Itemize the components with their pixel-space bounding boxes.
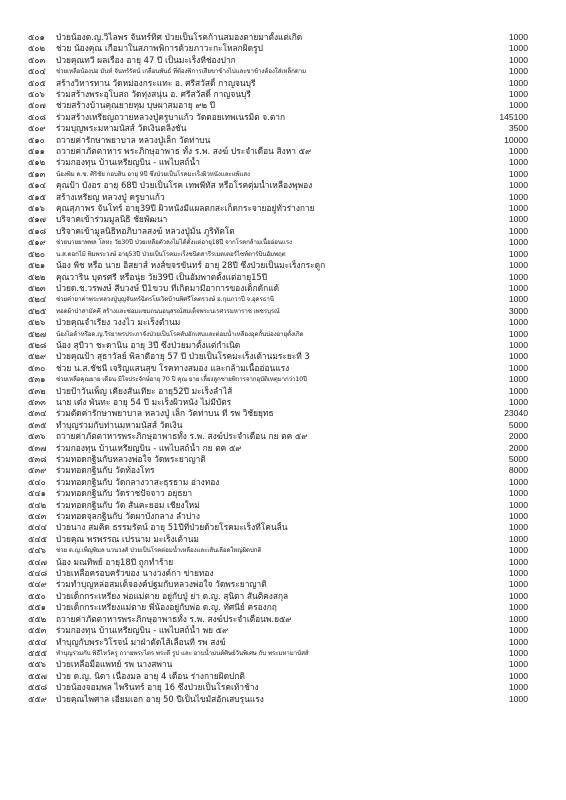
list-item <box>28 260 536 271</box>
item-description: ป่วยเด็กกระเหรี่ยงแม่ตาย พี่น้องอยู่กับพ่อ ด.ญ. ทัศนีย์ ครองกฤ <box>56 602 277 613</box>
item-number: ๕๕๙ <box>28 693 47 704</box>
item-amount: 1000 <box>508 659 528 670</box>
item-amount: 1000 <box>508 157 528 168</box>
item-description: ป่วย ด.ญ. นิดา เนื่องมล อายุ 4 เดือน ร่างกายผิดปกติ <box>56 670 245 681</box>
item-amount: 1000 <box>508 488 528 499</box>
item-description: ช่วยนายยาพพล โลหะ วัย30ปี ป่วยเหลือตัวลงไม่ได้ตั้งแต่อายุ18ปี จากโรคกล้ามเนื้ออ่อนแรง <box>56 239 292 247</box>
item-number: ๕๓๒ <box>28 385 46 396</box>
item-amount: 1000 <box>508 533 528 544</box>
item-number: ๕๔๔ <box>28 522 48 533</box>
item-description: ป่วยคุณ พรพรรณ เปรนาม มะเร็งเต้านม <box>56 533 199 544</box>
list-item <box>28 488 536 499</box>
item-number: ๕๐๓ <box>28 54 46 65</box>
item-amount: 1000 <box>508 203 528 214</box>
item-number: ๕๒๒ <box>28 271 46 282</box>
list-item <box>28 340 536 351</box>
item-description: ถวายค่าภัตตาหาร พระภิกษุอาพาธ ทั้ง ร.พ. สงฆ์ ประจำเดือน สิงหา ๕๙ <box>56 146 312 157</box>
item-description: ร่วมทำบุญหล่อสมเด็จองค์ปฐมกับหลวงพ่อใจ วัดพระยาญาติ <box>56 579 267 590</box>
item-description: ป่วยคุณไพศาล เอี่ยมเอก อายุ 50 ปีเป็นไขมัสอักเสบรุนแรง <box>56 693 264 704</box>
item-amount: 1000 <box>508 590 528 601</box>
list-item <box>28 249 536 260</box>
item-amount: 1000 <box>508 374 528 385</box>
item-description: ช่วย น้องคุณ เกือมาในสภาพพิการด้วยภาวะกะโหลกผิดรูป <box>56 43 263 54</box>
item-description: ร่วมทอดกฐินกับ วัด สันคะยอม เชียงใหม่ <box>56 499 200 510</box>
list-item <box>28 477 536 488</box>
item-number: ๕๕๒ <box>28 613 47 624</box>
list-item <box>28 351 536 362</box>
item-amount: 1000 <box>508 317 528 328</box>
list-item <box>28 694 536 705</box>
item-amount: 1000 <box>508 339 528 350</box>
item-number: ๕๓๑ <box>28 374 46 385</box>
item-amount: 8000 <box>508 465 528 476</box>
item-amount: 1000 <box>508 282 528 293</box>
item-amount: 2000 <box>508 431 528 442</box>
item-amount: 1000 <box>508 499 528 510</box>
list-item <box>28 682 536 693</box>
item-amount: 1000 <box>508 43 528 54</box>
item-amount: 1000 <box>508 351 528 362</box>
list-item <box>28 169 536 180</box>
item-description: ร่วมทอดกฐินกับหลวงพ่อใจ วัดพระยาญาติ <box>56 454 206 465</box>
list-item <box>28 557 536 568</box>
item-number: ๕๐๖ <box>28 89 45 100</box>
item-description: ร่วมกองทุน บ้านเหรียญบิน - แพไบสถ์น้ำ พย ๕๙ <box>56 625 229 636</box>
item-amount: 10000 <box>504 134 528 145</box>
item-description: ทำบุญร่วมกับ พิธีไหว้ครู ถวายพระไตร พระดี รูป และ อาบน้ำมนต์ศิษย์วันพิเศษ กับ พระมหามานัสส์ <box>56 649 309 657</box>
item-amount: 3000 <box>508 305 528 316</box>
item-number: ๕๒๙ <box>28 351 46 362</box>
list-item <box>28 192 536 203</box>
item-number: ๕๕๐ <box>28 590 46 601</box>
item-amount: 1000 <box>508 31 528 42</box>
item-amount: 1000 <box>508 146 528 157</box>
item-description: ร่วมกองทุน บ้านเหรียญบิน - แพไบสถ์น้ำ กย ตค ๕๙ <box>56 442 242 453</box>
item-amount: 1000 <box>508 556 528 567</box>
item-number: ๕๒๕ <box>28 305 47 316</box>
item-amount: 1000 <box>508 214 528 225</box>
item-description: ถวายค่ารักษาพยาบาล หลวงปู่เล็ก วัดท่าบน <box>56 134 211 145</box>
item-description: ช่วยเหลือน้องปอ มันท์ จันทร์รัตน์ เกลื่อนพันธ์ ที่ต้องพิการเสียขาข้างไปและขาข้างต้องใส่เหล็กดาม <box>56 68 307 76</box>
list-item <box>28 363 536 374</box>
item-amount: 1000 <box>508 260 528 271</box>
item-number: ๕๑๑ <box>28 146 45 157</box>
item-description: ร่วมตัดค่ารักษาพยาบาล หลวงปู่ เล็ก วัดท่าบน ที่ รพ วิชัยยุทธ <box>56 408 274 419</box>
item-number: ๕๒๓ <box>28 282 46 293</box>
list-item <box>28 78 536 89</box>
item-description: ทำบุญร่วมกับท่านมหามนัสส์ วัดเงิน <box>56 419 183 430</box>
item-number: ๕๔๒ <box>28 499 47 510</box>
item-description: น้อง สุบีวา ชะดานิน อายุ 3ปี ซึ่งป่วยมาตั้งแต่กำเนิด <box>56 339 241 350</box>
list-item <box>28 420 536 431</box>
item-amount: 1000 <box>508 77 528 88</box>
list-item <box>28 580 536 591</box>
item-description: ถวายค่าภัตตาหารพระภิกษุอาพาธทั้ง ร.พ. สงฆ์ประจำเดือน กย ตค ๕๙ <box>56 431 308 442</box>
item-number: ๕๕๑ <box>28 602 46 613</box>
item-amount: 1000 <box>508 522 528 533</box>
item-number: ๕๒๔ <box>28 294 47 305</box>
item-description: ร่วมทอดกฐินกับ วัดราชปัจจาว อยุธยา <box>56 488 193 499</box>
item-amount: 1000 <box>508 328 528 339</box>
list-item <box>28 374 536 385</box>
list-item <box>28 431 536 442</box>
item-number: ๕๐๒ <box>28 43 45 54</box>
list-item <box>28 203 536 214</box>
list-item <box>28 294 536 305</box>
item-amount: 1000 <box>508 545 528 556</box>
list-item <box>28 671 536 682</box>
item-amount: 1000 <box>508 625 528 636</box>
item-number: ๕๔๑ <box>28 488 46 499</box>
list-item <box>28 637 536 648</box>
list-item <box>28 454 536 465</box>
list-item <box>28 545 536 556</box>
list-item <box>28 500 536 511</box>
item-amount: 1000 <box>508 385 528 396</box>
list-item <box>28 135 536 146</box>
item-description: ช่วยสร้างบ้านคุณยายทุม บุษผาสมอายุ ๙๒ ปี <box>56 100 216 111</box>
list-item <box>28 443 536 454</box>
list-item <box>28 237 536 248</box>
item-number: ๕๑๘ <box>28 225 47 236</box>
item-description: คุณสุภาพร จันโทร์ อายุ39ปี ผิวหนังมีแผลตกสะเก็ดกระจายอยู่ทั่วร่างกาย <box>56 203 315 214</box>
item-description: ป่วยด.ช.วรพงษ์ สีบวงษ์ ปี1ขวบ ที่เกิดมามีอาการของเด็กดักแด้ <box>56 282 280 293</box>
list-item <box>28 123 536 134</box>
item-description: ร่วมทอดกฐินกับ วัดกลางวาสะธุรธาม อ่างทอง <box>56 476 220 487</box>
list-item <box>28 386 536 397</box>
item-description: ร่วมบุญพระมหามนัสส์ วัดเงินตลิ่งชัน <box>56 123 187 134</box>
item-description: ป่วยน้องด.ญ.วิไลพร จันทร์ทิศ ป่วยเป็นโรคก้านสมองตายมาตั้งแต่เกิด <box>56 31 303 42</box>
item-description: สร้างวิหารทาน วัดหม่องกระแทะ อ. ศรีสวัสดิ์ กาญจนบุรี <box>56 77 256 88</box>
item-amount: 1000 <box>508 636 528 647</box>
item-number: ๕๑๒ <box>28 157 46 168</box>
item-description: ถวายค่าภัตตาหารพระภิกษุอาพาธทั้ง ร.พ. สงฆ์ประจำเดือนพ.ย๕๙ <box>56 613 292 624</box>
item-amount: 5000 <box>508 454 528 465</box>
item-description: น้อง มณทิพย์ อายุ18ปี ถูกทำร้าย <box>56 556 174 567</box>
item-number: ๕๓๓ <box>28 396 46 407</box>
list-item <box>28 614 536 625</box>
item-description: ร่วมสร้างเหรียญถวายหลวงปู่ครูบาแก้ว วัดดอยเทพเนรมิต จ.ตาก <box>56 111 286 122</box>
item-amount: 1000 <box>508 362 528 373</box>
list-item <box>28 66 536 77</box>
item-description: น้องไอต้าหรือด.ญ.วีรยาพรประภาจังป่วยเป็นโรคตับอักเสบและต่อมน้ำเหลืองอุดกั้นบ่องอายุตั้งเกิด <box>56 330 304 338</box>
item-number: ๕๐๑ <box>28 31 45 42</box>
item-amount: 1000 <box>508 248 528 259</box>
item-number: ๕๐๘ <box>28 111 46 122</box>
list-item <box>28 625 536 636</box>
item-number: ๕๔๗ <box>28 556 47 567</box>
item-description: ป่วยคุณจำเรียง วงงไว มะเร็งตำนม <box>56 317 181 328</box>
list-item <box>28 329 536 340</box>
item-amount: 1000 <box>508 294 528 305</box>
item-description: ช่วยค่ายาค่าพระหลวงปู่บุญจันทร์ฉิตรโยเวิดบ้านพิศรีโคตรวงษ์ อ.กุมภวาปี จ.อุดรธานี <box>56 296 274 304</box>
item-number: ๕๐๔ <box>28 66 46 77</box>
item-number: ๕๑๗ <box>28 214 46 225</box>
item-description: ทอดผ้าป่าสามัคคี สร้างและซ่อมแซมถนนอนุสรณ์สมเด็จพระนเรศวรมหาราช เพชรบุรณ์ <box>56 307 280 315</box>
item-amount: 1000 <box>508 100 528 111</box>
item-number: ๕๒๑ <box>28 260 46 271</box>
item-description: ช่วย น.ส.ชัชนี เจริญแสนสุข โรคทางสมอง และกล้ามเนื้ออ่อนแรง <box>56 362 290 373</box>
item-description: บริจาคเข้าร่วมมูลนิธิ ชัยพัฒนา <box>56 214 168 225</box>
item-number: ๕๐๗ <box>28 100 46 111</box>
item-description: ป่วยเหลือครอบครัวของ นางวงค์กา ข่ายทอง <box>56 568 214 579</box>
item-number: ๕๓๕ <box>28 419 47 430</box>
list-item <box>28 112 536 123</box>
item-description: ช่วย ด.ญ.เพ็ญพิมล นวนวงศ์ ป่วยเป็นโรคต่อมน้ำเหลืองและเส้นเลือดใหญ่ผิดปกติ <box>56 547 262 555</box>
item-number: ๕๑๔ <box>28 180 46 191</box>
item-number: ๕๓๘ <box>28 454 47 465</box>
list-item <box>28 465 536 476</box>
item-description: น้องพิม ด.ช. ศิริชัย กอบสิน อายุ 9ปี ซึ่งป่วยเป็นโรคมะเร็งผิวหนังและแพ้แสง <box>56 170 250 178</box>
item-amount: 1000 <box>508 66 528 77</box>
item-amount: 145100 <box>499 111 528 122</box>
item-number: ๕๓๐ <box>28 362 46 373</box>
item-number: ๕๔๓ <box>28 511 47 522</box>
item-description: ป่วยเหลือมือแพทย์ รพ นางสพาน <box>56 659 173 670</box>
item-number: ๕๓๙ <box>28 465 47 476</box>
donation-list <box>28 32 536 705</box>
item-number: ๕๔๘ <box>28 568 48 579</box>
list-item <box>28 659 536 670</box>
item-number: ๕๕๗ <box>28 670 47 681</box>
item-amount: 1000 <box>508 225 528 236</box>
list-item <box>28 306 536 317</box>
list-item <box>28 89 536 100</box>
item-number: ๕๒๘ <box>28 339 47 350</box>
list-item <box>28 648 536 659</box>
item-amount: 1000 <box>508 579 528 590</box>
item-amount: 1000 <box>508 647 528 658</box>
item-description: ร่วมสร้างพระอุโบสถ วัดทุ่งสนุ่น อ. ศรีสวัสดิ์ กาญจนบุรี <box>56 89 251 100</box>
item-amount: 2000 <box>508 442 528 453</box>
item-amount: 1000 <box>508 180 528 191</box>
item-amount: 5000 <box>508 419 528 430</box>
item-amount: 1000 <box>508 54 528 65</box>
item-amount: 3500 <box>508 123 528 134</box>
list-item <box>28 32 536 43</box>
item-number: ๕๔๙ <box>28 579 47 590</box>
item-description: ช่วยเหลือคุณยาย เดือน มีใจประจักษ์อายุ 70 ปี คุณ ยาย เลี้ยงลูกชายพิการจากอุบัติเหตุมากว่า10ปี <box>56 376 307 384</box>
item-description: ร่วมทอดกฐินกับ วัดท้องโทร <box>56 465 155 476</box>
item-amount: 1000 <box>508 693 528 704</box>
item-description: บริจาคเข้ามูลนิธิหอภิบาลสงฆ์ หลวงปู่มั่น ภูริทัตโต <box>56 225 235 236</box>
item-number: ๕๔๕ <box>28 533 48 544</box>
list-item <box>28 534 536 545</box>
item-number: ๕๑๙ <box>28 237 46 248</box>
list-item <box>28 568 536 579</box>
item-number: ๕๐๙ <box>28 123 46 134</box>
item-amount: 1000 <box>508 476 528 487</box>
item-number: ๕๑๐ <box>28 134 45 145</box>
item-amount: 1000 <box>508 168 528 179</box>
list-item <box>28 408 536 419</box>
item-number: ๕๕๕ <box>28 647 48 658</box>
item-number: ๕๑๓ <box>28 168 46 179</box>
item-amount: 1000 <box>508 237 528 248</box>
item-number: ๕๔๖ <box>28 545 46 556</box>
list-item <box>28 180 536 191</box>
item-number: ๕๕๔ <box>28 636 48 647</box>
list-item <box>28 215 536 226</box>
item-number: ๕๓๗ <box>28 442 47 453</box>
item-amount: 1000 <box>508 670 528 681</box>
list-item <box>28 522 536 533</box>
item-description: คุณป้า บังอร อายุ 68ปี ป่วยเป็นโรค เทพพีทัส หรือโรคตุ่มน้ำเหลืองพุพอง <box>56 180 313 191</box>
item-number: ๕๒๐ <box>28 248 45 259</box>
item-number: ๕๓๖ <box>28 431 46 442</box>
item-amount: 1000 <box>508 89 528 100</box>
item-amount: 1000 <box>508 568 528 579</box>
list-item <box>28 157 536 168</box>
item-amount: 1000 <box>508 511 528 522</box>
item-number: ๕๒๖ <box>28 317 46 328</box>
list-item <box>28 226 536 237</box>
item-number: ๕๐๕ <box>28 77 46 88</box>
list-item <box>28 591 536 602</box>
item-description: ป่วยป้าวันเพ็ญ เคียงสันเทียะ อายุ52ปี มะเร็งลำไส้ <box>56 385 233 396</box>
list-item <box>28 55 536 66</box>
item-number: ๕๕๓ <box>28 625 47 636</box>
item-description: ป่วยคุณป้า สุธาวัลย์ พิลาดีอายุ 57 ปี ป่วยเป็นโรคมะเร็งเต้านมระยะที่ 3 <box>56 351 310 362</box>
item-amount: 1000 <box>508 682 528 693</box>
item-amount: 1000 <box>508 613 528 624</box>
list-item <box>28 397 536 408</box>
item-number: ๕๓๔ <box>28 408 47 419</box>
item-amount: 1000 <box>508 396 528 407</box>
list-item <box>28 272 536 283</box>
item-description: ป่วยนาง สมคิด ธรรมรัตน์ อายุ 51ปีที่ป่วยด้วยโรคมะเร็งที่โคนลิ้น <box>56 522 288 533</box>
item-description: สร้างเหรียญ หลวงปู่ ครูบาแก้ว <box>56 191 165 202</box>
item-description: น.ส.ดอกไม้ พิมพระวงษ์ อายุ53ปี ป่วยเป็นโรคมะเร็งชนิดสารีรเมดเดอร์ไซท์ตาร์บินอัมพฤต <box>56 250 286 258</box>
list-item <box>28 100 536 111</box>
list-item <box>28 317 536 328</box>
item-number: ๕๕๖ <box>28 659 46 670</box>
item-number: ๕๑๖ <box>28 203 45 214</box>
item-description: ร่วมทอดจุลกฐินกับ วัดผาบังกลาง ลำปาง <box>56 511 200 522</box>
item-amount: 1000 <box>508 271 528 282</box>
item-description: คุณวาริน บุตรศรี หรือนุ่ย วัย39ปี เป็นอัมพาตตั้งแต่อายุ15ปี <box>56 271 268 282</box>
list-item <box>28 511 536 522</box>
item-amount: 1000 <box>508 191 528 202</box>
list-item <box>28 146 536 157</box>
item-description: น้อง พีช หรือ นาย อิสยาส์ หงส์ขจรขันทร์ อายุ 28ปี ซึ่งป่วยเป็นมะเร็งกระดูก <box>56 260 326 271</box>
item-amount: 23040 <box>504 408 528 419</box>
list-item <box>28 283 536 294</box>
item-description: ป่วยเด็กกระเหรี่ยง พ่อแม่ตาย อยู่กับปู่ ย่า ด.ญ. สุนิตา สันติคงสกุล <box>56 590 289 601</box>
item-description: ป่วยน้องจอมพล ไพรินทร์ อายุ 16 ซึ่งป่วยเป็นโรคเท้าช้าง <box>56 682 259 693</box>
item-description: ทำบุญกับพระวิโรจน์ มาฝ่าตัดไส้เลื่อนที่ รพ สงฆ์ <box>56 636 226 647</box>
item-description: ร่วมกองทุน บ้านเหรียญบิน - แพไบสถ์น้ำ <box>56 157 200 168</box>
list-item <box>28 602 536 613</box>
item-number: ๕๕๘ <box>28 682 48 693</box>
item-description: นาย เด๋ง พันทะ อายุ 54 ปี มะเร็งผิวหนัง ไม่มีบัตร <box>56 396 232 407</box>
item-number: ๕๑๕ <box>28 191 46 202</box>
item-amount: 1000 <box>508 602 528 613</box>
item-number: ๕๔๐ <box>28 476 46 487</box>
item-number: ๕๒๗ <box>28 328 47 339</box>
item-description: ป่วยคุณทวี ผลเรือง อายุ 47 ปี เป็นมะเร็งที่ช่องปาก <box>56 54 236 65</box>
list-item <box>28 43 536 54</box>
